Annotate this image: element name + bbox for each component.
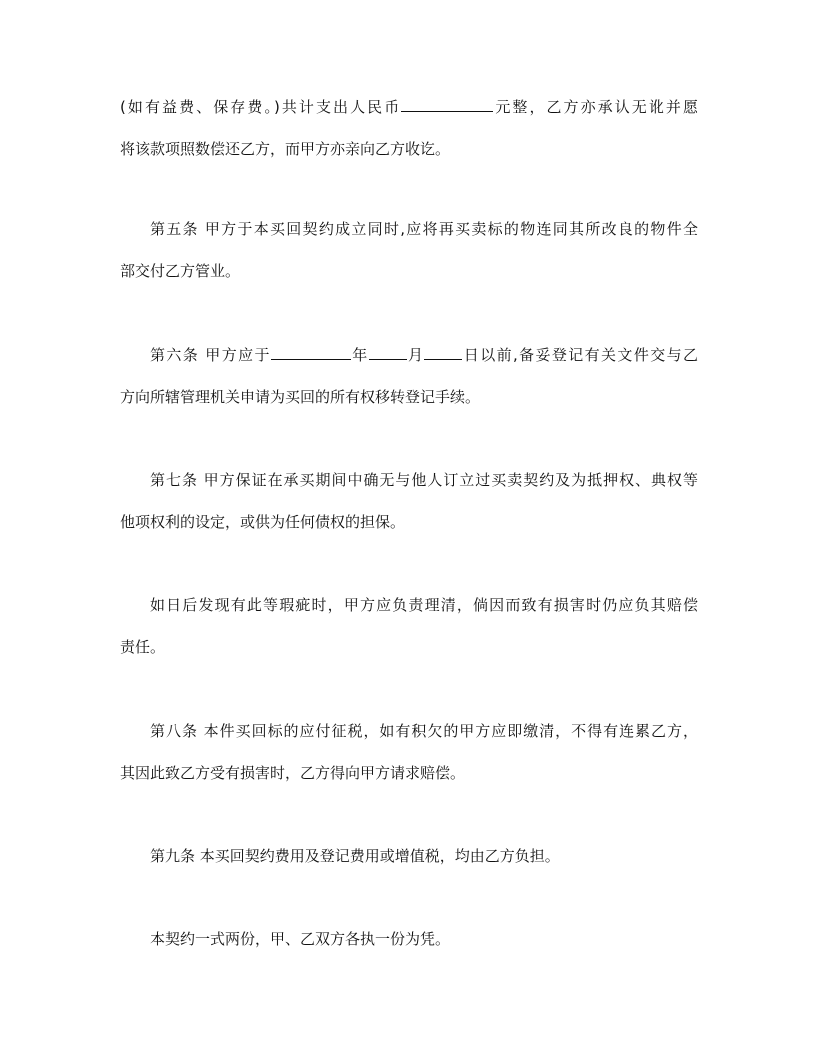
article-6-line-2: 方向所辖管理机关申请为买回的所有权移转登记手续。 — [120, 388, 481, 406]
article-8-line-2: 其因此致乙方受有损害时，乙方得向甲方请求赔偿。 — [120, 764, 466, 782]
paragraph-cost-line-2: 将该款项照数偿还乙方，而甲方亦亲向乙方收讫。 — [120, 140, 451, 158]
paragraph-copies-line-1: 本契约一式两份，甲、乙双方各执一份为凭。 — [150, 930, 451, 948]
paragraph-defect-line-1: 如日后发现有此等瑕疵时，甲方应负责理清，倘因而致有损害时仍应负其赔偿 — [150, 596, 698, 614]
paragraph-cost-line-1: (如有益费、保存费。)共计支出人民币 元整，乙方亦承认无讹并愿 — [120, 98, 698, 116]
article-5-line-2: 部交付乙方管业。 — [120, 262, 241, 280]
article-7-line-2: 他项权利的设定，或供为任何债权的担保。 — [120, 513, 406, 531]
article-5-line-1: 第五条 甲方于本买回契约成立同时,应将再买卖标的物连同其所改良的物件全 — [150, 220, 698, 238]
article-6-line-1: 第六条 甲方应于 年 月 日以前,备妥登记有关文件交与乙 — [150, 346, 698, 364]
amount-blank — [401, 96, 493, 112]
day-blank — [424, 344, 462, 360]
year-blank — [271, 344, 351, 360]
month-blank — [369, 344, 407, 360]
paragraph-defect-line-2: 责任。 — [120, 638, 166, 656]
article-8-line-1: 第八条 本件买回标的应付征税，如有积欠的甲方应即缴清，不得有连累乙方， — [150, 722, 698, 740]
article-9-line-1: 第九条 本买回契约费用及登记费用或增值税，均由乙方负担。 — [150, 847, 560, 865]
article-7-line-1: 第七条 甲方保证在承买期间中确无与他人订立过买卖契约及为抵押权、典权等 — [150, 471, 698, 489]
